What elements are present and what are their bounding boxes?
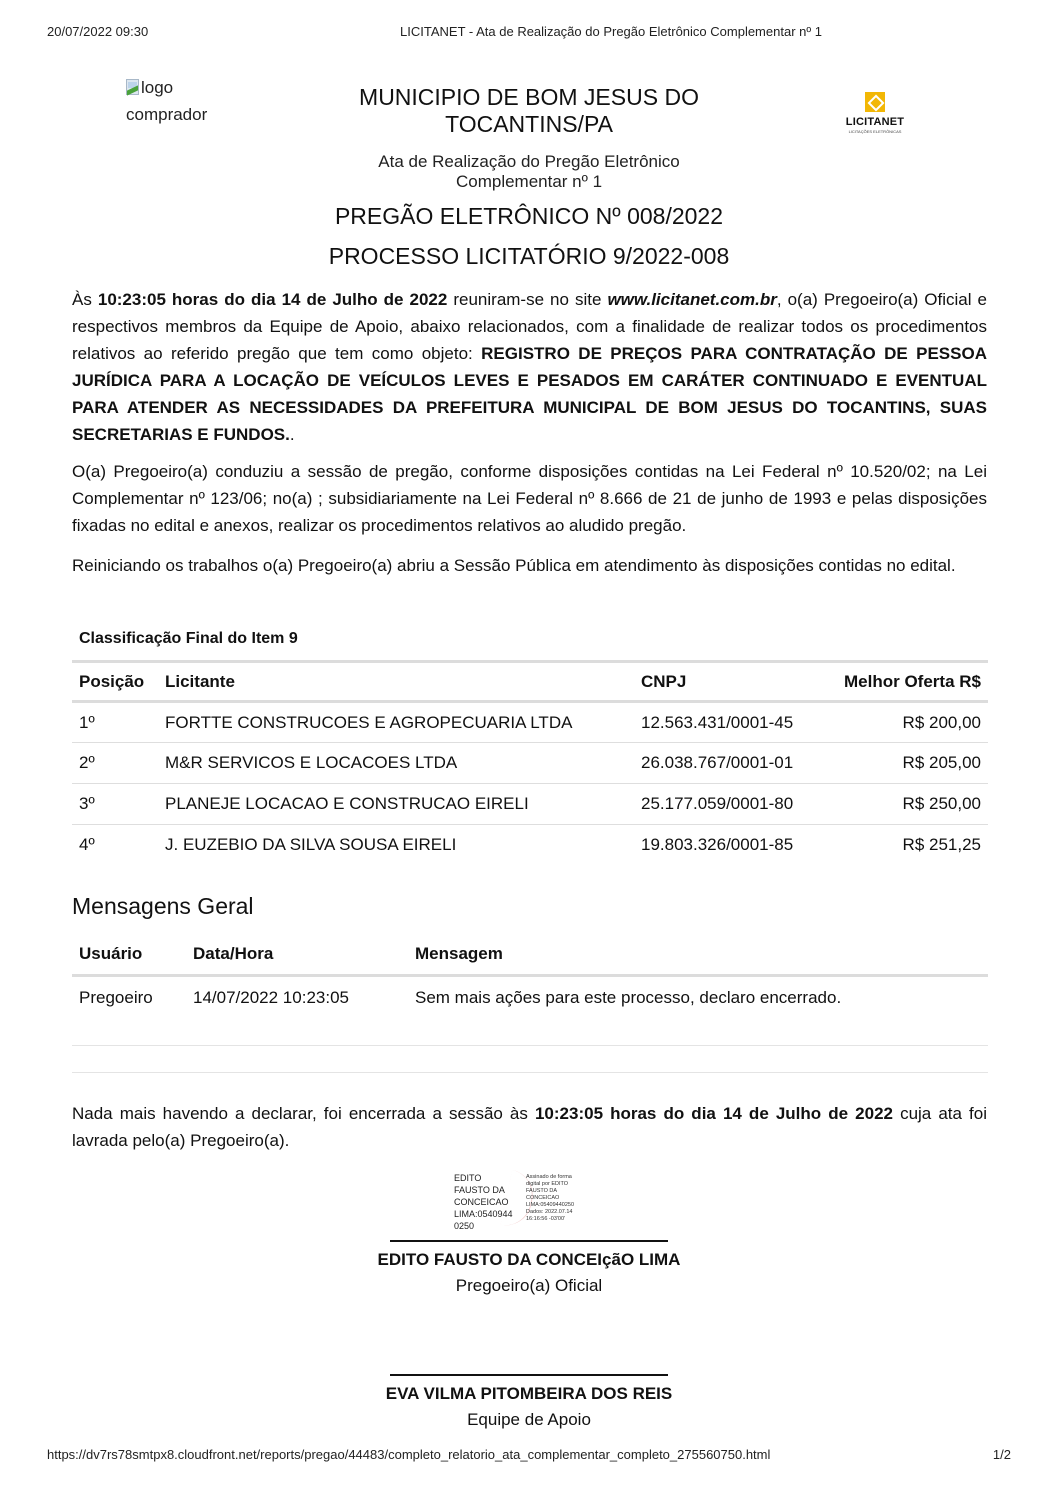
signature-line	[390, 1374, 668, 1376]
table-spacer-row	[72, 1019, 988, 1045]
table-row: Pregoeiro 14/07/2022 10:23:05 Sem mais ações para este processo, declaro encerrado.	[79, 987, 842, 1007]
signer-role: Equipe de Apoio	[467, 1410, 591, 1429]
classification-table	[72, 660, 988, 866]
site-link[interactable]: www.licitanet.com.br	[607, 290, 777, 309]
table-header-row	[72, 662, 988, 702]
signer-name-block: EDITO FAUSTO DA CONCEICAO LIMA:0540944 0250	[454, 1173, 513, 1231]
buyer-logo	[126, 74, 236, 128]
session-start-time: 10:23:05 horas do dia 14 de Julho de 2022	[97, 290, 448, 309]
signature-details-block: Assinado de forma digital por EDITO FAUSTO DA CONCEICAO LIMA:05409440250 Dados: 2022.07.14 16:16:56 -03'00'	[526, 1174, 575, 1222]
messages-table	[72, 935, 988, 1073]
closing-paragraph: Nada mais havendo a declarar, foi encerrada a sessão às 10:23:05 horas do dia 14 de Julho de 2022 cuja ata foi lavrada pelo(a) Pregoeiro(a).	[72, 1104, 988, 1150]
col-message: Mensagem	[408, 935, 988, 975]
page-url: https://dv7rs78smtpx8.cloudfront.net/reports/pregao/44483/completo_relatorio_ata_complementar_completo_275560750.html	[47, 1447, 771, 1462]
subtitle-line2: Complementar nº 1	[455, 172, 603, 191]
processo-number: PROCESSO LICITATÓRIO 9/2022-008	[328, 243, 730, 269]
messages-title: Mensagens Geral	[72, 893, 254, 919]
pregao-number: PREGÃO ELETRÔNICO Nº 008/2022	[334, 203, 724, 229]
licitanet-logo-tagline: LICITAÇÕES ELETRÔNICAS	[848, 129, 902, 134]
buyer-logo-alt-line1: logo	[141, 78, 174, 97]
broken-image-icon	[126, 79, 140, 95]
session-end-time: 10:23:05 horas do dia 14 de Julho de 2022	[534, 1104, 893, 1123]
signer-name: EDITO FAUSTO DA CONCEIçãO LIMA	[377, 1250, 681, 1269]
org-name-line2: TOCANTINS/PA	[445, 111, 613, 137]
table-spacer-row	[72, 1045, 988, 1072]
table-header-row	[72, 935, 988, 975]
table-row: 2º M&R SERVICOS E LOCACOES LTDA 26.038.767/0001-01 R$ 205,00	[72, 743, 988, 784]
licitanet-logo	[838, 92, 912, 134]
col-cnpj: CNPJ	[641, 671, 687, 691]
digital-signature-stamp	[454, 1172, 594, 1232]
licitanet-logo-name: LICITANET	[845, 116, 905, 128]
subtitle-line1: Ata de Realização do Pregão Eletrônico	[378, 152, 680, 171]
print-title: LICITANET - Ata de Realização do Pregão Eletrônico Complementar nº 1	[400, 24, 822, 39]
col-bidder: Licitante	[165, 671, 235, 691]
org-name-line1: MUNICIPIO DE BOM JESUS DO	[359, 84, 699, 110]
col-best-offer: Melhor Oferta R$	[844, 671, 981, 691]
print-datetime: 20/07/2022 09:30	[47, 24, 149, 39]
organization-name	[300, 84, 758, 138]
col-user: Usuário	[72, 935, 186, 975]
table-row: 3º PLANEJE LOCACAO E CONSTRUCAO EIRELI 25.177.059/0001-80 R$ 250,00	[72, 784, 988, 825]
document-subtitle	[0, 152, 1058, 192]
table-row: 1º FORTTE CONSTRUCOES E AGROPECUARIA LTDA 12.563.431/0001-45 R$ 200,00	[72, 702, 988, 743]
signer-role: Pregoeiro(a) Oficial	[455, 1276, 603, 1295]
buyer-logo-alt-line2: comprador	[126, 105, 208, 124]
procurement-object: REGISTRO DE PREÇOS PARA CONTRATAÇÃO DE PESSOA JURÍDICA PARA A LOCAÇÃO DE VEÍCULOS LEVES E PESADOS EM CARÁTER CONTINUADO E EVENTUAL PARA ATENDER AS NECESSIDADES DA PREFEITURA MUNICIPAL DE BOM JESUS DO TOCANTINS, SUAS SECRETARIAS E FUNDOS.	[72, 344, 987, 444]
table-row: 4º J. EUZEBIO DA SILVA SOUSA EIRELI 19.803.326/0001-85 R$ 251,25	[79, 835, 981, 855]
legal-paragraph: O(a) Pregoeiro(a) conduziu a sessão de pregão, conforme disposições contidas na Lei Federal nº 10.520/02; na Lei Complementar nº 123/06; no(a) ; subsidiariamente na Lei Federal nº 8.666 de 21 de junho de 1993 e pelas disposições fixadas no edital e anexos, realizar os procedimentos relativos ao aludido pregão.	[72, 462, 987, 535]
col-position: Posição	[79, 671, 145, 691]
intro-paragraph: Às 10:23:05 horas do dia 14 de Julho de 2022 reuniram-se no site www.licitanet.com.br, o(a) Pregoeiro(a) Oficial e respectivos membros da Equipe de Apoio, abaixo relacionados, com a finalidade de realizar todos os procedimentos relativos ao referido pregão que tem como objeto: REGISTRO DE PREÇOS PARA CONTRATAÇÃO DE PESSOA JURÍDICA PARA A LOCAÇÃO DE VEÍCULOS LEVES E PESADOS EM CARÁTER CONTINUADO E EVENTUAL PARA ATENDER AS NECESSIDADES DA PREFEITURA MUNICIPAL DE BOM JESUS DO TOCANTINS, SUAS SECRETARIAS E FUNDOS..	[72, 290, 988, 444]
classification-title: Classificação Final do Item 9	[79, 630, 298, 647]
signer-name: EVA VILMA PITOMBEIRA DOS REIS	[385, 1384, 673, 1403]
signature-line	[390, 1240, 668, 1242]
col-datetime: Data/Hora	[186, 935, 408, 975]
restart-paragraph: Reiniciando os trabalhos o(a) Pregoeiro(a) abriu a Sessão Pública em atendimento às disposições contidas no edital.	[72, 556, 956, 575]
page-number: 1/2	[992, 1447, 1011, 1462]
licitanet-diamond-icon	[865, 92, 885, 112]
